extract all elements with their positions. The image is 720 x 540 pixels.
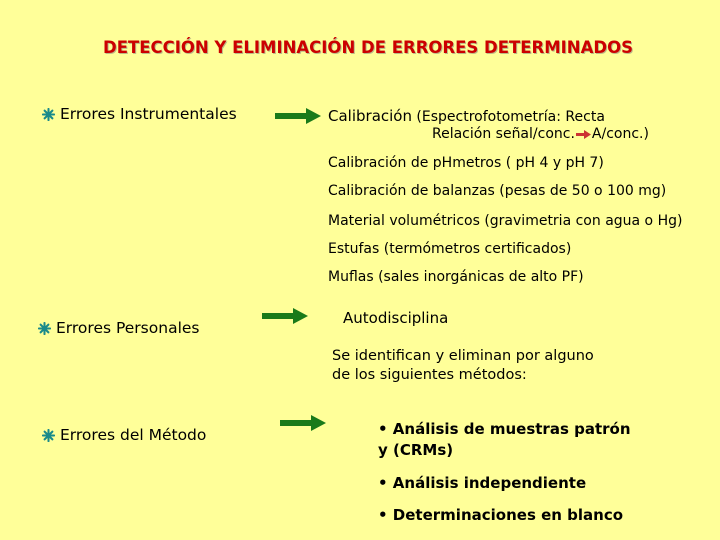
right-arrow-icon [280, 415, 326, 431]
calibracion-main: Calibración [328, 107, 412, 125]
instrumentales-bullet-row [42, 105, 237, 123]
starburst-bullet-icon [38, 322, 51, 335]
starburst-bullet-icon [42, 108, 55, 121]
personales-bullet-row [38, 319, 199, 337]
instrumentales-label: Errores Instrumentales [60, 105, 237, 123]
personales-label: Errores Personales [56, 319, 200, 337]
right-arrow-icon [275, 108, 321, 124]
relacion-text-b: A/conc.) [591, 126, 649, 142]
starburst-bullet-icon [42, 429, 55, 442]
instrumental-item: Material volumétricos (gravimetria con agua o Hg) [328, 213, 683, 229]
relacion-line [432, 126, 649, 142]
instrumental-item: Calibración de balanzas (pesas de 50 o 100 mg) [328, 183, 667, 199]
method-item: • Determinaciones en blanco [378, 506, 624, 524]
metodo-bullet-row [42, 426, 206, 444]
method-item: • Análisis de muestras patrón [378, 420, 631, 438]
relacion-text-a: Relación señal/conc. [432, 126, 575, 142]
right-arrow-icon [262, 308, 308, 324]
metodo-intro-line1: Se identifican y eliminan por alguno [332, 348, 594, 364]
metodo-intro-line2: de los siguientes métodos: [332, 367, 527, 383]
calibracion-paren: (Espectrofotometría: Recta [411, 109, 605, 125]
instrumental-item: Calibración de pHmetros ( pH 4 y pH 7) [328, 155, 604, 171]
page-title: DETECCIÓN Y ELIMINACIÓN DE ERRORES DETERMINADOS [103, 38, 633, 57]
autodisciplina-text: Autodisciplina [343, 309, 449, 327]
method-item: • Análisis independiente [378, 474, 587, 492]
instrumental-item: Estufas (termómetros certificados) [328, 241, 572, 257]
calibracion-line [328, 107, 605, 125]
metodo-label: Errores del Método [60, 426, 207, 444]
small-arrow-icon [576, 130, 591, 139]
method-item-continued: y (CRMs) [378, 441, 454, 459]
instrumental-item: Muflas (sales inorgánicas de alto PF) [328, 269, 584, 285]
